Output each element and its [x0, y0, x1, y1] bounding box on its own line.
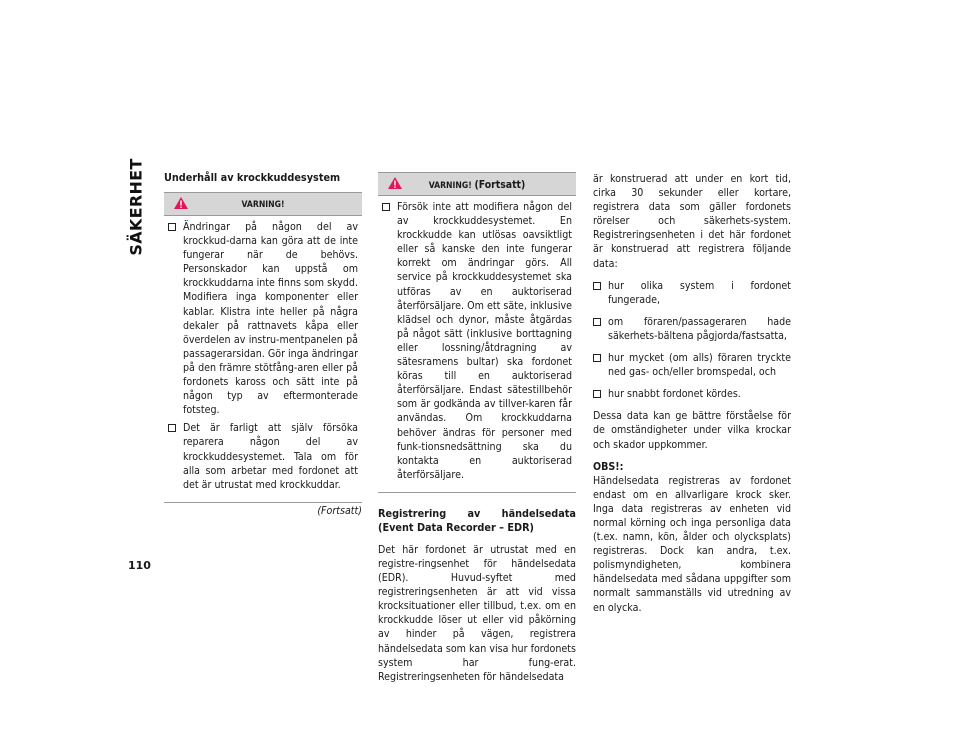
list-item: [593, 279, 791, 307]
warning-body: [378, 196, 576, 492]
checkbox-bullet-icon: [593, 318, 601, 326]
section-tab: [126, 158, 146, 256]
continued-note: (Fortsatt): [317, 504, 362, 517]
list-item: [593, 351, 791, 379]
paragraph: Det här fordonet är utrustat med en registre-ringsenhet för händelsedata (EDR). Huvud-syftet med registreringsenheten är att vid vissa krocksituationer eller tillbud, t.ex. om en krockkudde löser ut eller vid påkörning av hinder på vägen, registrera händelsedata som kan visa hur fordonets system har fung-erat. Registreringsenheten för händelsedata: [378, 543, 576, 683]
warning-bullet: [168, 220, 358, 417]
section-tab-label: SÄKERHET: [126, 158, 146, 256]
column-1: [164, 171, 362, 518]
warning-bullet-text: Försök inte att modifiera någon del av krockkuddesystemet. En krockkudde kan utlösas oavsiktligt eller så kanske den inte fungerar korrekt om ändringar görs. All service på krockkuddesystemet ska utföras av en auktoriserad återförsäljare. Om ett säte, inklusive klädsel och dynor, måste åtgärdas på något sätt (inklusive borttagning eller lossning/åtdragning av sätesramens bultar) ska fordonet köras till en auktoriserad återförsäljare. Endast sätestillbehör som är godkända av tillver-karen får användas. Om krockkuddarna behöver ändras för personer med funk-tionsnedsättning ska du kontakta en auktoriserad återförsäljare.: [397, 201, 572, 481]
section-heading-edr: Registrering av händelsedata (Event Data Recorder – EDR): [378, 506, 576, 534]
warning-title: VARNING!: [241, 200, 285, 210]
column-2: [378, 172, 576, 692]
paragraph: är konstruerad att under en kort tid, cirka 30 sekunder eller kortare, registrera data som gäller fordonets rörelser och säkerhets-system. Registreringsenheten i det här fordonet är konstruerad att registrera följande data:: [593, 173, 791, 270]
note-text: Händelsedata registreras av fordonet endast om en allvarligare krock sker. Inga data registreras av enheten vid normal körning och inga personliga data (t.ex. namn, kön, ålder och olycksplats) registreras. Dock kan andra, t.ex. polismyndigheten, kombinera händelsedata med sådana uppgifter som normalt sammanställs vid utredning av en olycka.: [593, 474, 791, 614]
warning-bullet-text: Ändringar på någon del av krockkud-darna kan göra att de inte fungerar när de behövs. Personskador kan uppstå om krockkuddarna inte finns som skydd. Modifiera inga komponenter eller kablar. Klistra inte heller på några dekaler på rattnavets kåpa eller överdelen av instru-mentpanelen på passagerarsidan. Gör inga ändringar på den främre stötfång-aren eller på fordonets kaross och sätt inte på någon typ av eftermonterade fotsteg.: [183, 221, 358, 417]
checkbox-bullet-icon: [168, 223, 176, 231]
warning-body: [164, 216, 362, 502]
checkbox-bullet-icon: [593, 282, 601, 290]
warning-title: [378, 178, 576, 193]
list-item: [593, 387, 791, 401]
warning-title-suffix: (Fortsatt): [474, 179, 526, 191]
list-item-text: hur mycket (om alls) föraren tryckte ned gas- och/eller bromspedal, och: [608, 352, 791, 379]
warning-box: [164, 192, 362, 503]
checkbox-bullet-icon: [593, 354, 601, 362]
warning-box-continued: [378, 172, 576, 493]
list-item-text: om föraren/passageraren hade säkerhets-bältena pågjorda/fastsatta,: [608, 315, 791, 342]
warning-bullet: [168, 421, 358, 491]
column-3: [593, 172, 791, 623]
section-heading-airbag-maintenance: Underhåll av krockkuddesystem: [164, 171, 341, 184]
checkbox-bullet-icon: [593, 390, 601, 398]
checkbox-bullet-icon: [382, 203, 390, 211]
warning-header: [378, 173, 576, 196]
note-label: OBS!:: [593, 460, 624, 473]
list-item: [593, 315, 791, 343]
list-item-text: hur olika system i fordonet fungerade,: [608, 279, 791, 306]
warning-title-text: VARNING!: [428, 181, 472, 191]
page-number: 110: [128, 559, 151, 572]
warning-header: [164, 193, 362, 216]
checkbox-bullet-icon: [168, 424, 176, 432]
warning-bullet: [382, 200, 572, 482]
list-item-text: hur snabbt fordonet kördes.: [608, 388, 741, 401]
paragraph: Dessa data kan ge bättre förståelse för de omständigheter under vilka krockar och skador uppkommer.: [593, 410, 791, 451]
warning-bullet-text: Det är farligt att själv försöka reparera någon del av krockkuddesystemet. Tala om för alla som arbetar med fordonet att det är utrustat med krockkuddar.: [183, 422, 358, 491]
